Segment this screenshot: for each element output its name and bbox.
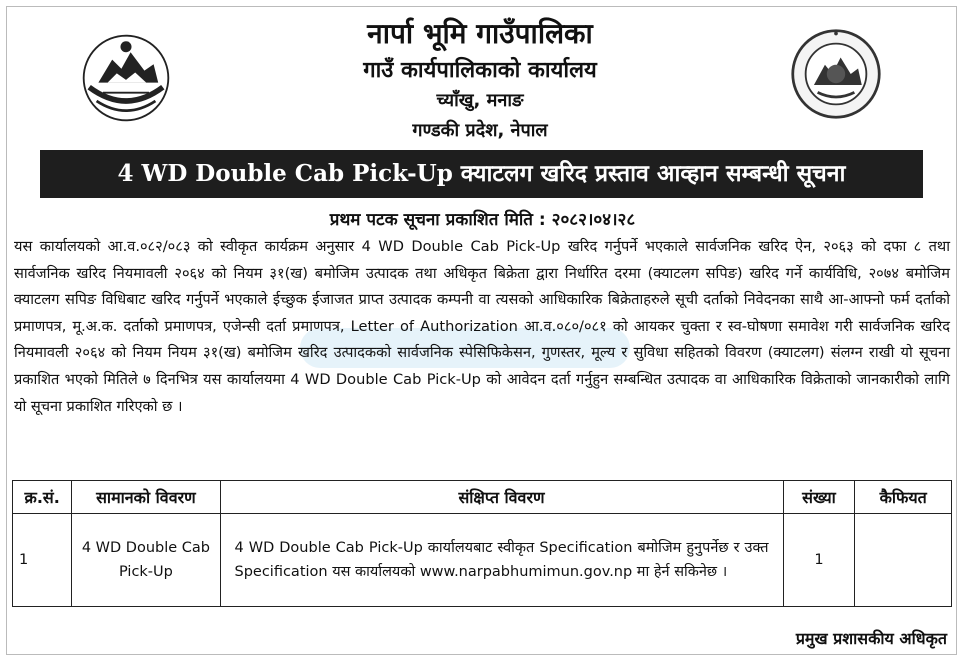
header-remarks: कैफियत — [855, 481, 952, 514]
row-quantity: 1 — [783, 514, 855, 607]
table-header-row — [13, 481, 952, 514]
header-serial: क्र.सं. — [13, 481, 72, 514]
row-description: 4 WD Double Cab Pick-Up कार्यालयबाट स्वीकृत Specification बमोजिम हुनुपर्नेछ र उक्त Specification यस कार्यालयको www.narpabhumimun.gov.np मा हेर्न सकिनेछ । — [220, 514, 783, 607]
nepal-government-emblem-icon — [80, 32, 172, 124]
notice-body: यस कार्यालयको आ.व.०८२/०८३ को स्वीकृत कार्यक्रम अनुसार 4 WD Double Cab Pick-Up खरिद गर्नुपर्ने भएकाले सार्वजनिक खरिद ऐन, २०६३ को दफा ८ तथा सार्वजनिक खरिद नियमावली २०६४ को नियम ३१(ख) बमोजिम उत्पादक तथा अधिकृत बिक्रेता द्वारा निर्धारित दरमा (क्याटलग सपिङ) खरिद गर्ने कार्यविधि, २०७४ बमोजिम क्याटलग सपिङ विधिबाट खरिद गर्नुपर्ने भएकाले ईच्छुक ईजाजत प्राप्त उत्पादक कम्पनी वा त्यसको आधिकारिक बिक्रेताहरुले सूची दर्ताको निवेदनका साथै आ-आफ्नो फर्म दर्ताको प्रमाणपत्र, मू.अ.क. दर्ताको प्रमाणपत्र, एजेन्सी दर्ता प्रमाणपत्र, Letter of Authorization आ.व.०८०/०८१ को आयकर चुक्ता र स्व-घोषणा समावेश गरी सार्वजनिक खरिद नियमावली २०६४ को नियम नियम ३१(ख) बमोजिम खरिद उत्पादकको सार्वजनिक स्पेसिफिकेसन, गुणस्तर, मूल्य र सुविधा सहितको विवरण (क्याटलग) संलग्न राखी यो सूचना प्रकाशित भएको मितिले ७ दिनभित्र यस कार्यालयमा 4 WD Double Cab Pick-Up को आवेदन दर्ता गर्नुहुन सम्बन्धित उत्पादक वा आधिकारिक विक्रेताको जानकारीको लागि यो सूचना प्रकाशित गरिएको छ । — [14, 238, 950, 415]
header-quantity: संख्या — [783, 481, 855, 514]
header-item: सामानको विवरण — [72, 481, 220, 514]
publication-date: प्रथम पटक सूचना प्रकाशित मिति : २०८२।०४।२८ — [329, 210, 636, 230]
office-location: च्याँखु, मनाङ — [436, 90, 524, 111]
row-item: 4 WD Double Cab Pick-Up — [72, 514, 220, 607]
table-row — [13, 514, 952, 607]
row-remarks — [855, 514, 952, 607]
office-name: गाउँ कार्यपालिकाको कार्यालय — [363, 58, 597, 83]
items-table — [12, 480, 952, 607]
row-serial: 1 — [13, 514, 72, 607]
notice-title-banner: 4 WD Double Cab Pick-Up क्याटलग खरिद प्रस्ताव आव्हान सम्बन्धी सूचना — [40, 150, 923, 198]
municipality-seal-icon — [790, 28, 882, 120]
province-name: गण्डकी प्रदेश, नेपाल — [412, 120, 548, 141]
header-description: संक्षिप्त विवरण — [220, 481, 783, 514]
municipality-name: नार्पा भूमि गाउँपालिका — [367, 17, 593, 50]
signatory-title: प्रमुख प्रशासकीय अधिकृत — [795, 629, 947, 648]
